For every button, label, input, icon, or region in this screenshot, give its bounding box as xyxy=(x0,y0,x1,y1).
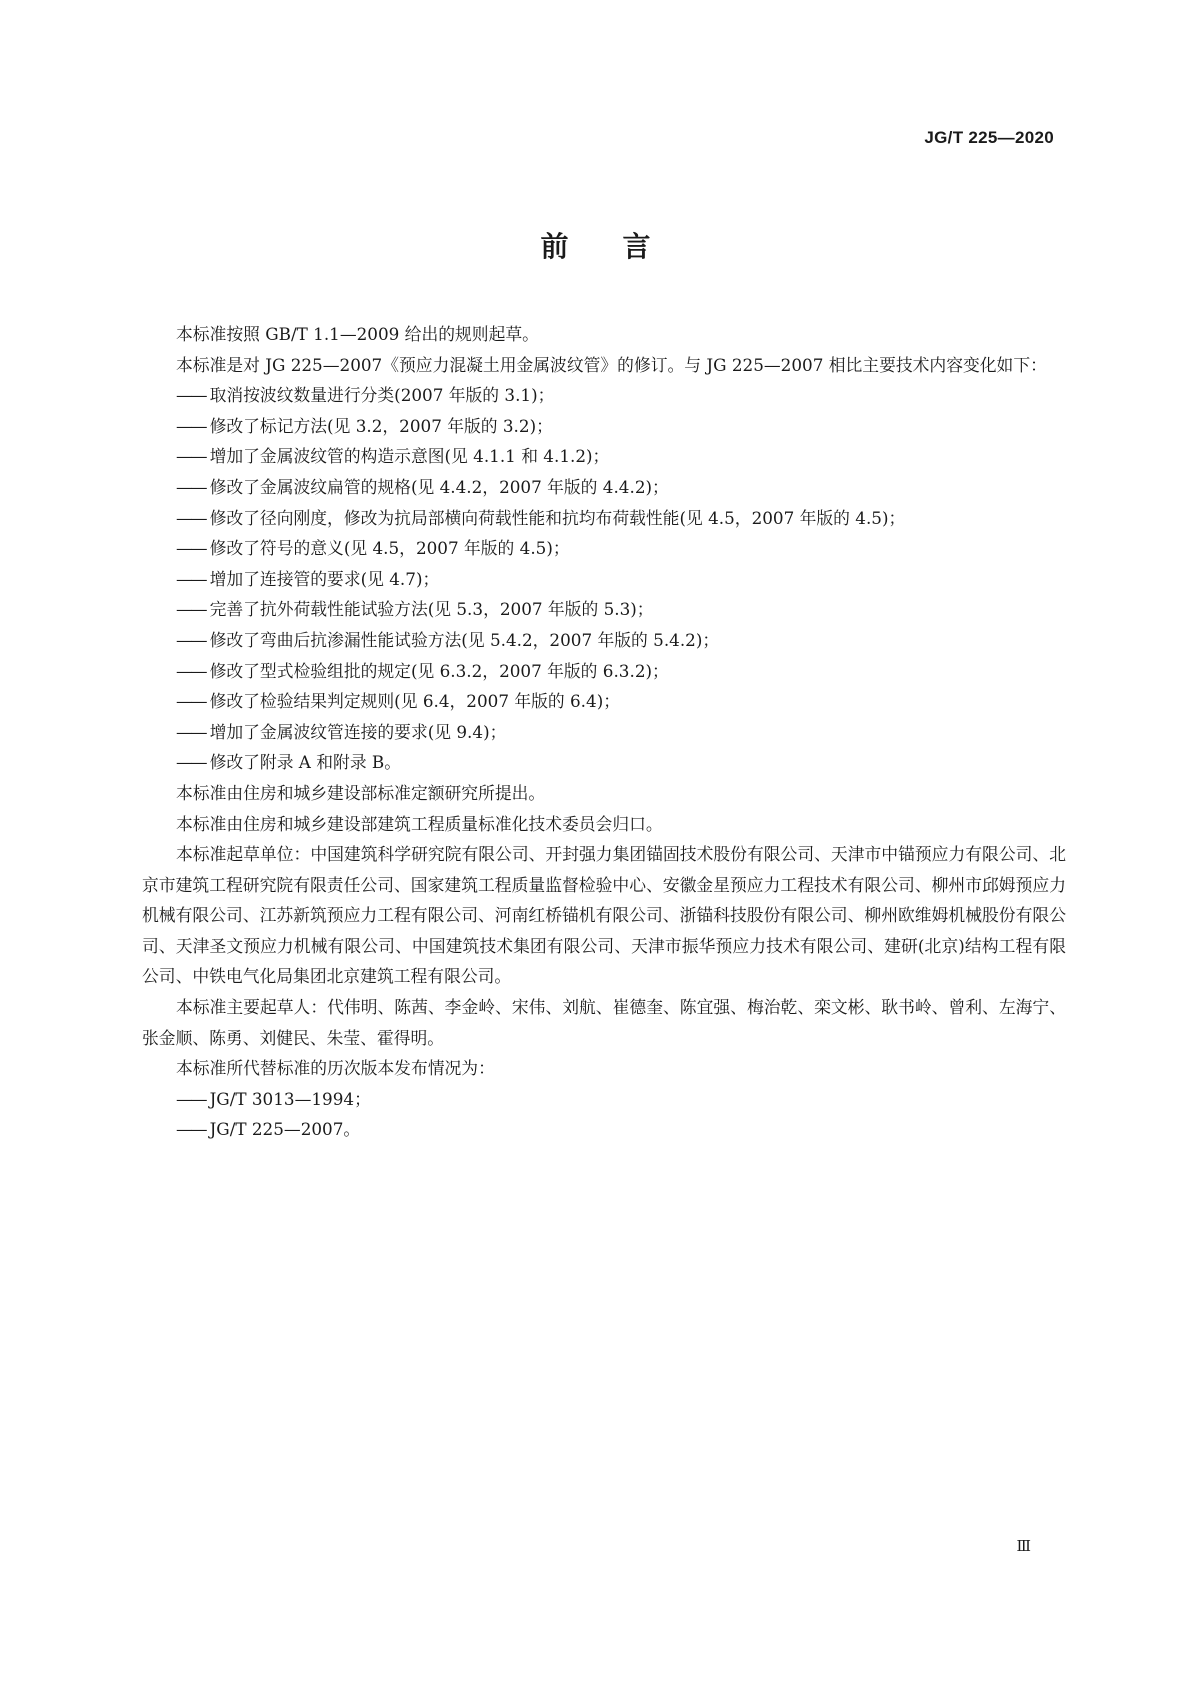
list-item: —— 修改了符号的意义(见 4.5，2007 年版的 4.5)； xyxy=(176,538,570,559)
dash-marker: —— xyxy=(176,415,206,436)
dash-marker: —— xyxy=(176,1119,206,1140)
dash-marker: —— xyxy=(176,1088,206,1109)
paragraph-proposed-by: 本标准由住房和城乡建设部标准定额研究所提出。 xyxy=(176,782,546,803)
list-item: —— 增加了连接管的要求(见 4.7)； xyxy=(176,568,440,589)
list-item: —— 修改了径向刚度，修改为抗局部横向荷载性能和抗均布荷载性能(见 4.5，2007 年版的 4.5)； xyxy=(176,507,906,528)
dash-marker: —— xyxy=(176,476,206,497)
paragraph-administered-by: 本标准由住房和城乡建设部建筑工程质量标准化技术委员会归口。 xyxy=(176,813,663,834)
previous-versions-list xyxy=(142,1084,1066,1145)
list-item: —— 修改了弯曲后抗渗漏性能试验方法(见 5.4.2，2007 年版的 5.4.2)； xyxy=(176,629,720,650)
list-item: —— 修改了型式检验组批的规定(见 6.3.2，2007 年版的 6.3.2)； xyxy=(176,660,669,681)
list-item: —— 增加了金属波纹管的构造示意图(见 4.1.1 和 4.1.2)； xyxy=(176,446,610,467)
dash-marker: —— xyxy=(176,446,206,467)
dash-marker: —— xyxy=(176,507,206,528)
list-item: —— 取消按波纹数量进行分类(2007 年版的 3.1)； xyxy=(176,385,555,406)
list-item: —— 修改了金属波纹扁管的规格(见 4.4.2，2007 年版的 4.4.2)； xyxy=(176,476,669,497)
dash-marker: —— xyxy=(176,599,206,620)
dash-marker: —— xyxy=(176,721,206,742)
dash-marker: —— xyxy=(176,568,206,589)
list-item: —— 增加了金属波纹管连接的要求(见 9.4)； xyxy=(176,721,507,742)
dash-marker: —— xyxy=(176,629,206,650)
list-item: —— JG/T 225—2007。 xyxy=(176,1119,361,1140)
page-title: 前言 xyxy=(540,230,705,263)
dash-marker: —— xyxy=(176,538,206,559)
changes-list xyxy=(142,380,1066,778)
paragraph-drafting-units: 本标准起草单位：中国建筑科学研究院有限公司、开封强力集团锚固技术股份有限公司、天津市中锚预应力有限公司、北京市建筑工程研究院有限责任公司、国家建筑工程质量监督检验中心、安徽金星预应力工程技术有限公司、柳州市邱姆预应力机械有限公司、江苏新筑预应力工程有限公司、河南红桥锚机有限公司、浙锚科技股份有限公司、柳州欧维姆机械股份有限公司、天津圣文预应力机械有限公司、中国建筑技术集团有限公司、天津市振华预应力技术有限公司、建研(北京)结构工程有限公司、中铁电气化局集团北京建筑工程有限公司。 xyxy=(142,844,1066,987)
paragraph-drafting-rules: 本标准按照 GB/T 1.1—2009 给出的规则起草。 xyxy=(176,324,539,344)
list-item: —— 完善了抗外荷载性能试验方法(见 5.3，2007 年版的 5.3)； xyxy=(176,599,654,620)
paragraph-main-drafters: 本标准主要起草人：代伟明、陈茜、李金岭、宋伟、刘航、崔德奎、陈宜强、梅治乾、栾文彬、耿书岭、曾利、左海宁、张金顺、陈勇、刘健民、朱莹、霍得明。 xyxy=(142,997,1066,1048)
paragraph-previous-editions: 本标准所代替标准的历次版本发布情况为： xyxy=(176,1058,495,1079)
standard-code: JG/T 225—2020 xyxy=(924,128,1054,147)
document-body xyxy=(142,319,1066,1145)
paragraph-revision-intro: 本标准是对 JG 225—2007《预应力混凝土用金属波纹管》的修订。与 JG 225—2007 相比主要技术内容变化如下： xyxy=(176,354,1047,375)
list-item: —— JG/T 3013—1994； xyxy=(176,1088,371,1109)
dash-marker: —— xyxy=(176,691,206,712)
page-number: Ⅲ xyxy=(1016,1537,1031,1555)
list-item: —— 修改了检验结果判定规则(见 6.4，2007 年版的 6.4)； xyxy=(176,691,621,712)
list-item: —— 修改了标记方法(见 3.2，2007 年版的 3.2)； xyxy=(176,415,553,436)
list-item: —— 修改了附录 A 和附录 B。 xyxy=(176,752,402,773)
dash-marker: —— xyxy=(176,660,206,681)
dash-marker: —— xyxy=(176,752,206,773)
dash-marker: —— xyxy=(176,385,206,406)
